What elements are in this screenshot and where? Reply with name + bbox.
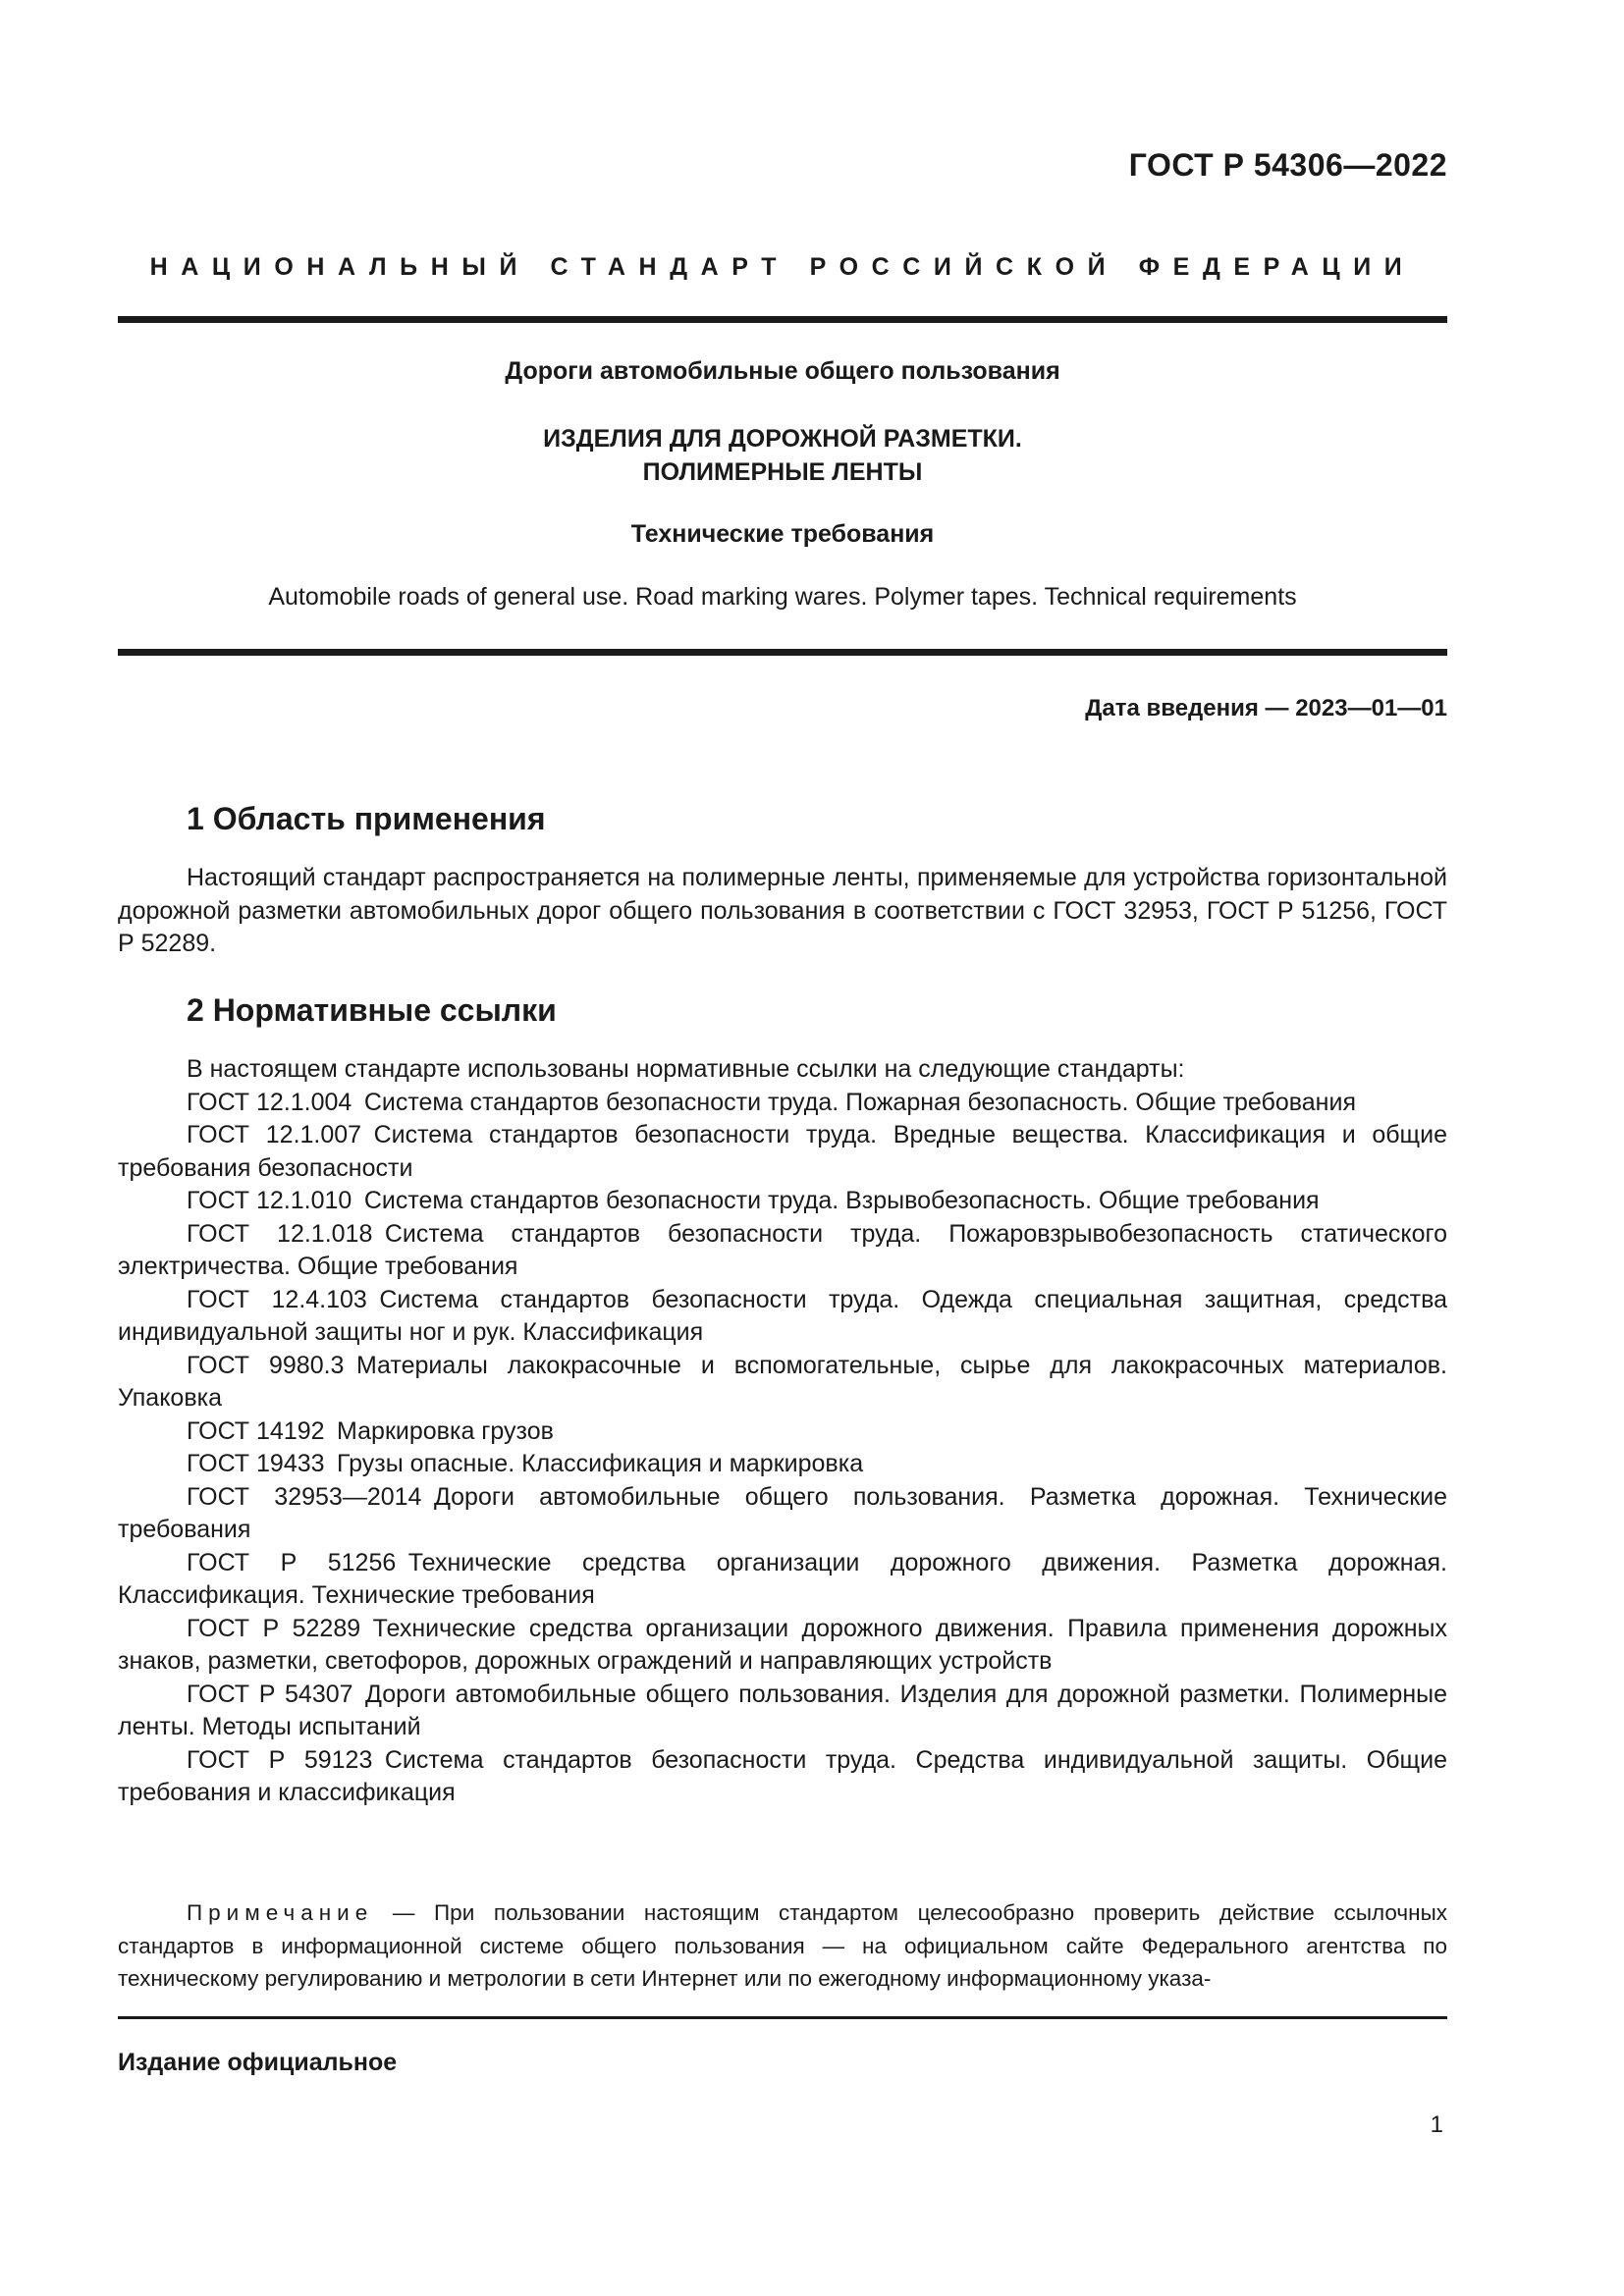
reference-title: Система стандартов безопасности труда. Взрывобезопасность. Общие требования: [363, 1187, 1320, 1214]
reference-title: Технические средства организации дорожного движения. Разметка дорожная. Классификация. Технические требования: [118, 1548, 1447, 1609]
footer-divider: [118, 2016, 1447, 2019]
reference-item: [118, 1218, 1447, 1284]
reference-code: ГОСТ 12.1.018: [187, 1219, 373, 1248]
reference-code: ГОСТ Р 54307: [187, 1680, 353, 1708]
reference-item: [118, 1119, 1447, 1185]
reference-title: Технические средства организации дорожного движения. Правила применения дорожных знаков, разметки, светофоров, дорожных ограждений и направляющих устройств: [118, 1614, 1447, 1675]
reference-code: ГОСТ 12.1.007: [187, 1121, 362, 1148]
reference-title: Дороги автомобильные общего пользования. Разметка дорожная. Технические требования: [118, 1482, 1447, 1543]
reference-code: ГОСТ 19433: [187, 1450, 325, 1477]
reference-title: Система стандартов безопасности труда. Вредные вещества. Классификация и общие требования безопасности: [118, 1121, 1447, 1182]
reference-code: ГОСТ 12.1.004: [187, 1088, 352, 1116]
section-2-heading: 2 Нормативные ссылки: [187, 992, 557, 1028]
reference-code: ГОСТ 14192: [187, 1416, 325, 1445]
document-number: ГОСТ Р 54306—2022: [1128, 147, 1447, 183]
title-general: Дороги автомобильные общего пользования: [505, 357, 1060, 385]
official-edition-label: Издание официальное: [118, 2049, 398, 2076]
reference-title: Система стандартов безопасности труда. Средства индивидуальной защиты. Общие требования и классификация: [118, 1745, 1447, 1806]
reference-title: Система стандартов безопасности труда. Пожарная безопасность. Общие требования: [363, 1088, 1356, 1116]
top-divider: [118, 316, 1447, 323]
title-main-line-2: ПОЛИМЕРНЫЕ ЛЕНТЫ: [642, 458, 923, 486]
reference-item: [118, 1613, 1447, 1679]
references-list: [118, 1087, 1447, 1810]
reference-title: Дороги автомобильные общего пользования. Изделия для дорожной разметки. Полимерные ленты. Методы испытаний: [118, 1680, 1447, 1740]
normative-references: [118, 1053, 1447, 1810]
section-1-paragraph: Настоящий стандарт распространяется на полимерные ленты, применяемые для устройства горизонтальной дорожной разметки автомобильных дорог общего пользования в соответствии с ГОСТ 32953, ГОСТ Р 51256, ГОСТ Р 52289.: [118, 864, 1447, 957]
national-standard-banner: НАЦИОНАЛЬНЫЙ СТАНДАРТ РОССИЙСКОЙ ФЕДЕРАЦИИ: [149, 253, 1416, 281]
note: [118, 1896, 1447, 1996]
title-main-line-1: ИЗДЕЛИЯ ДЛЯ ДОРОЖНОЙ РАЗМЕТКИ.: [543, 425, 1022, 453]
reference-item: [118, 1185, 1447, 1218]
reference-code: ГОСТ 32953—2014: [187, 1482, 422, 1511]
reference-item: [118, 1087, 1447, 1120]
note-text: — При пользовании настоящим стандартом целесообразно проверить действие ссылочных стандартов в информационной системе общего пользования — на официальном сайте Федерального агентства по техническому регулированию и метрологии в сети Интернет или по ежегодному информационному указа-: [118, 1900, 1447, 1991]
reference-code: ГОСТ 9980.3: [187, 1351, 345, 1379]
reference-item: [118, 1350, 1447, 1415]
reference-item: [118, 1284, 1447, 1350]
reference-code: ГОСТ 12.1.010: [187, 1187, 352, 1214]
reference-code: ГОСТ Р 59123: [187, 1745, 373, 1774]
title-subtitle: Технические требования: [630, 520, 935, 548]
reference-item: [118, 1744, 1447, 1810]
reference-item: [118, 1547, 1447, 1613]
title-main: [118, 422, 1447, 489]
reference-item: [118, 1481, 1447, 1547]
title-english: Automobile roads of general use. Road marking wares. Polymer tapes. Technical requirements: [268, 583, 1297, 611]
reference-code: ГОСТ Р 52289: [187, 1614, 361, 1642]
reference-title: Материалы лакокрасочные и вспомогательные, сырье для лакокрасочных материалов. Упаковка: [118, 1351, 1447, 1412]
reference-item: [118, 1415, 1447, 1449]
reference-code: ГОСТ Р 51256: [187, 1548, 397, 1576]
section-1-text: [118, 862, 1447, 961]
note-label: Примечание: [187, 1900, 374, 1925]
reference-item: [118, 1448, 1447, 1481]
reference-title: Система стандартов безопасности труда. Пожаровзрывобезопасность статического электричества. Общие требования: [118, 1219, 1447, 1280]
reference-title: Грузы опасные. Классификация и маркировка: [337, 1450, 864, 1477]
reference-code: ГОСТ 12.4.103: [187, 1285, 367, 1313]
page-number: 1: [1430, 2111, 1443, 2138]
reference-item: [118, 1679, 1447, 1744]
introduction-date: Дата введения — 2023—01—01: [1085, 695, 1447, 721]
reference-title: Система стандартов безопасности труда. Одежда специальная защитная, средства индивидуальной защиты ног и рук. Классификация: [118, 1285, 1447, 1346]
references-intro: В настоящем стандарте использованы нормативные ссылки на следующие стандарты:: [187, 1055, 1185, 1083]
reference-title: Маркировка грузов: [337, 1416, 554, 1445]
section-1-heading: 1 Область применения: [187, 801, 546, 836]
title-divider: [118, 649, 1447, 656]
